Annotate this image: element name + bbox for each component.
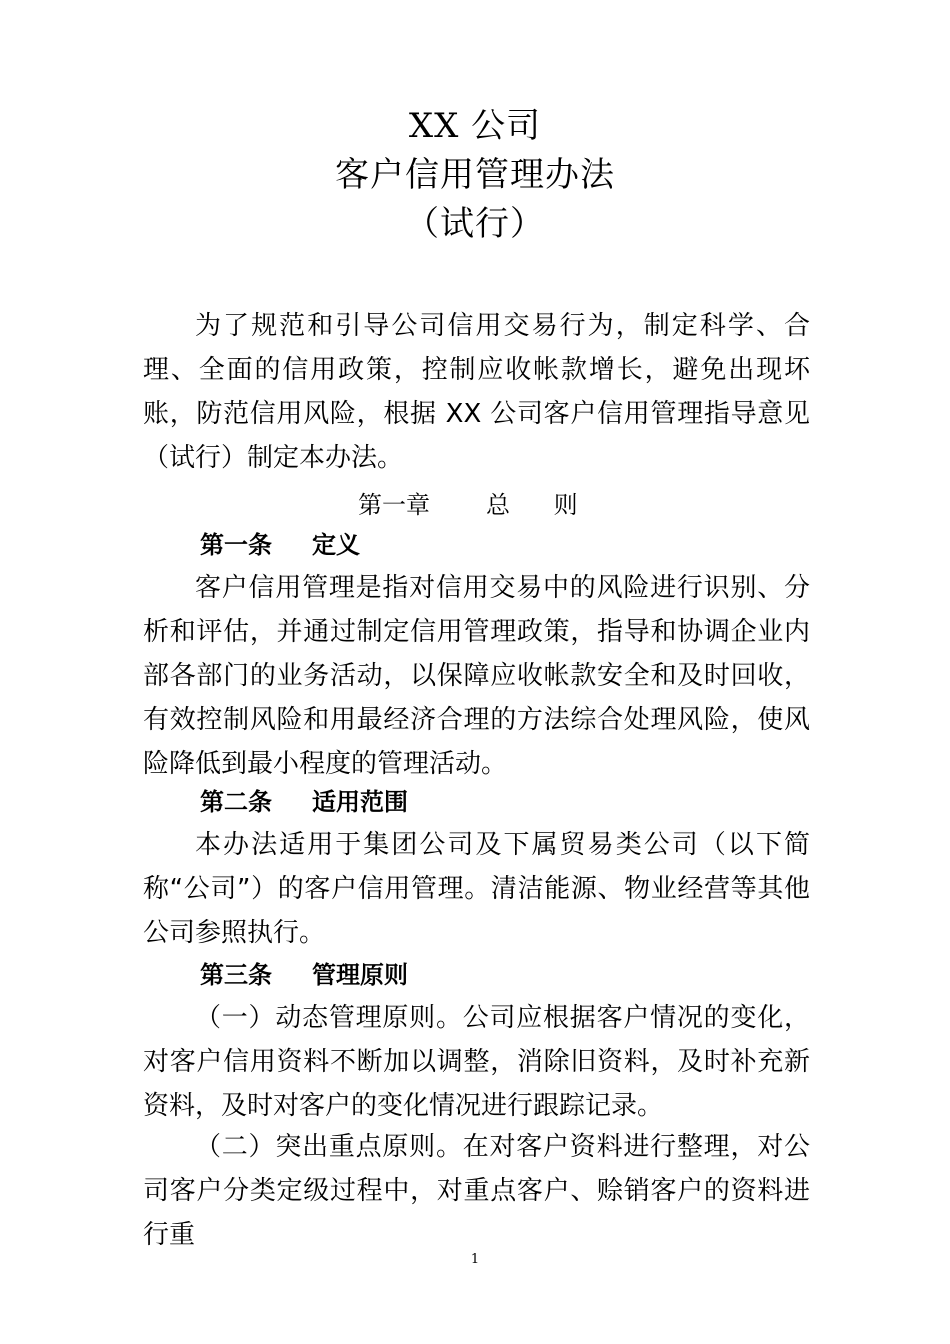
article-number: 第二条 xyxy=(200,788,272,816)
document-title-company: XX 公司 xyxy=(408,106,542,146)
article-number: 第一条 xyxy=(200,531,272,559)
article-heading xyxy=(0,955,950,995)
document-title-main: 客户信用管理办法 xyxy=(335,155,615,195)
article-title: 管理原则 xyxy=(312,961,408,989)
page-number: 1 xyxy=(470,1252,480,1267)
intro-paragraph: 为了规范和引导公司信用交易行为，制定科学、合理、全面的信用政策，控制应收帐款增长，避免出现坏账，防范信用风险，根据 XX 公司客户信用管理指导意见（试行）制定本办法。 xyxy=(143,311,810,473)
document-title-trial: （试行） xyxy=(405,204,545,244)
article-paragraph: 客户信用管理是指对信用交易中的风险进行识别、分析和评估，并通过制定信用管理政策，指导和协调企业内部各部门的业务活动，以保障应收帐款安全和及时回收，有效控制风险和用最经济合理的方法综合处理风险，使风险降低到最小程度的管理活动。 xyxy=(143,573,810,779)
article-paragraph: （一）动态管理原则。公司应根据客户情况的变化，对客户信用资料不断加以调整，消除旧资料，及时补充新资料，及时对客户的变化情况进行跟踪记录。 xyxy=(143,1003,810,1121)
article-paragraph: 本办法适用于集团公司及下属贸易类公司（以下简称“公司”）的客户信用管理。清洁能源、物业经营等其他公司参照执行。 xyxy=(143,830,810,948)
chapter-number: 第一章 xyxy=(358,491,430,519)
chapter-heading xyxy=(0,485,950,525)
article-title: 适用范围 xyxy=(312,788,408,816)
article-paragraph: （二）突出重点原则。在对客户资料进行整理，对公司客户分类定级过程中，对重点客户、赊销客户的资料进行重 xyxy=(143,1132,810,1250)
article-heading xyxy=(0,782,950,822)
article-heading xyxy=(0,525,950,565)
chapter-title: 总 则 xyxy=(486,491,596,519)
article-number: 第三条 xyxy=(200,961,272,989)
article-title: 定义 xyxy=(312,531,360,559)
